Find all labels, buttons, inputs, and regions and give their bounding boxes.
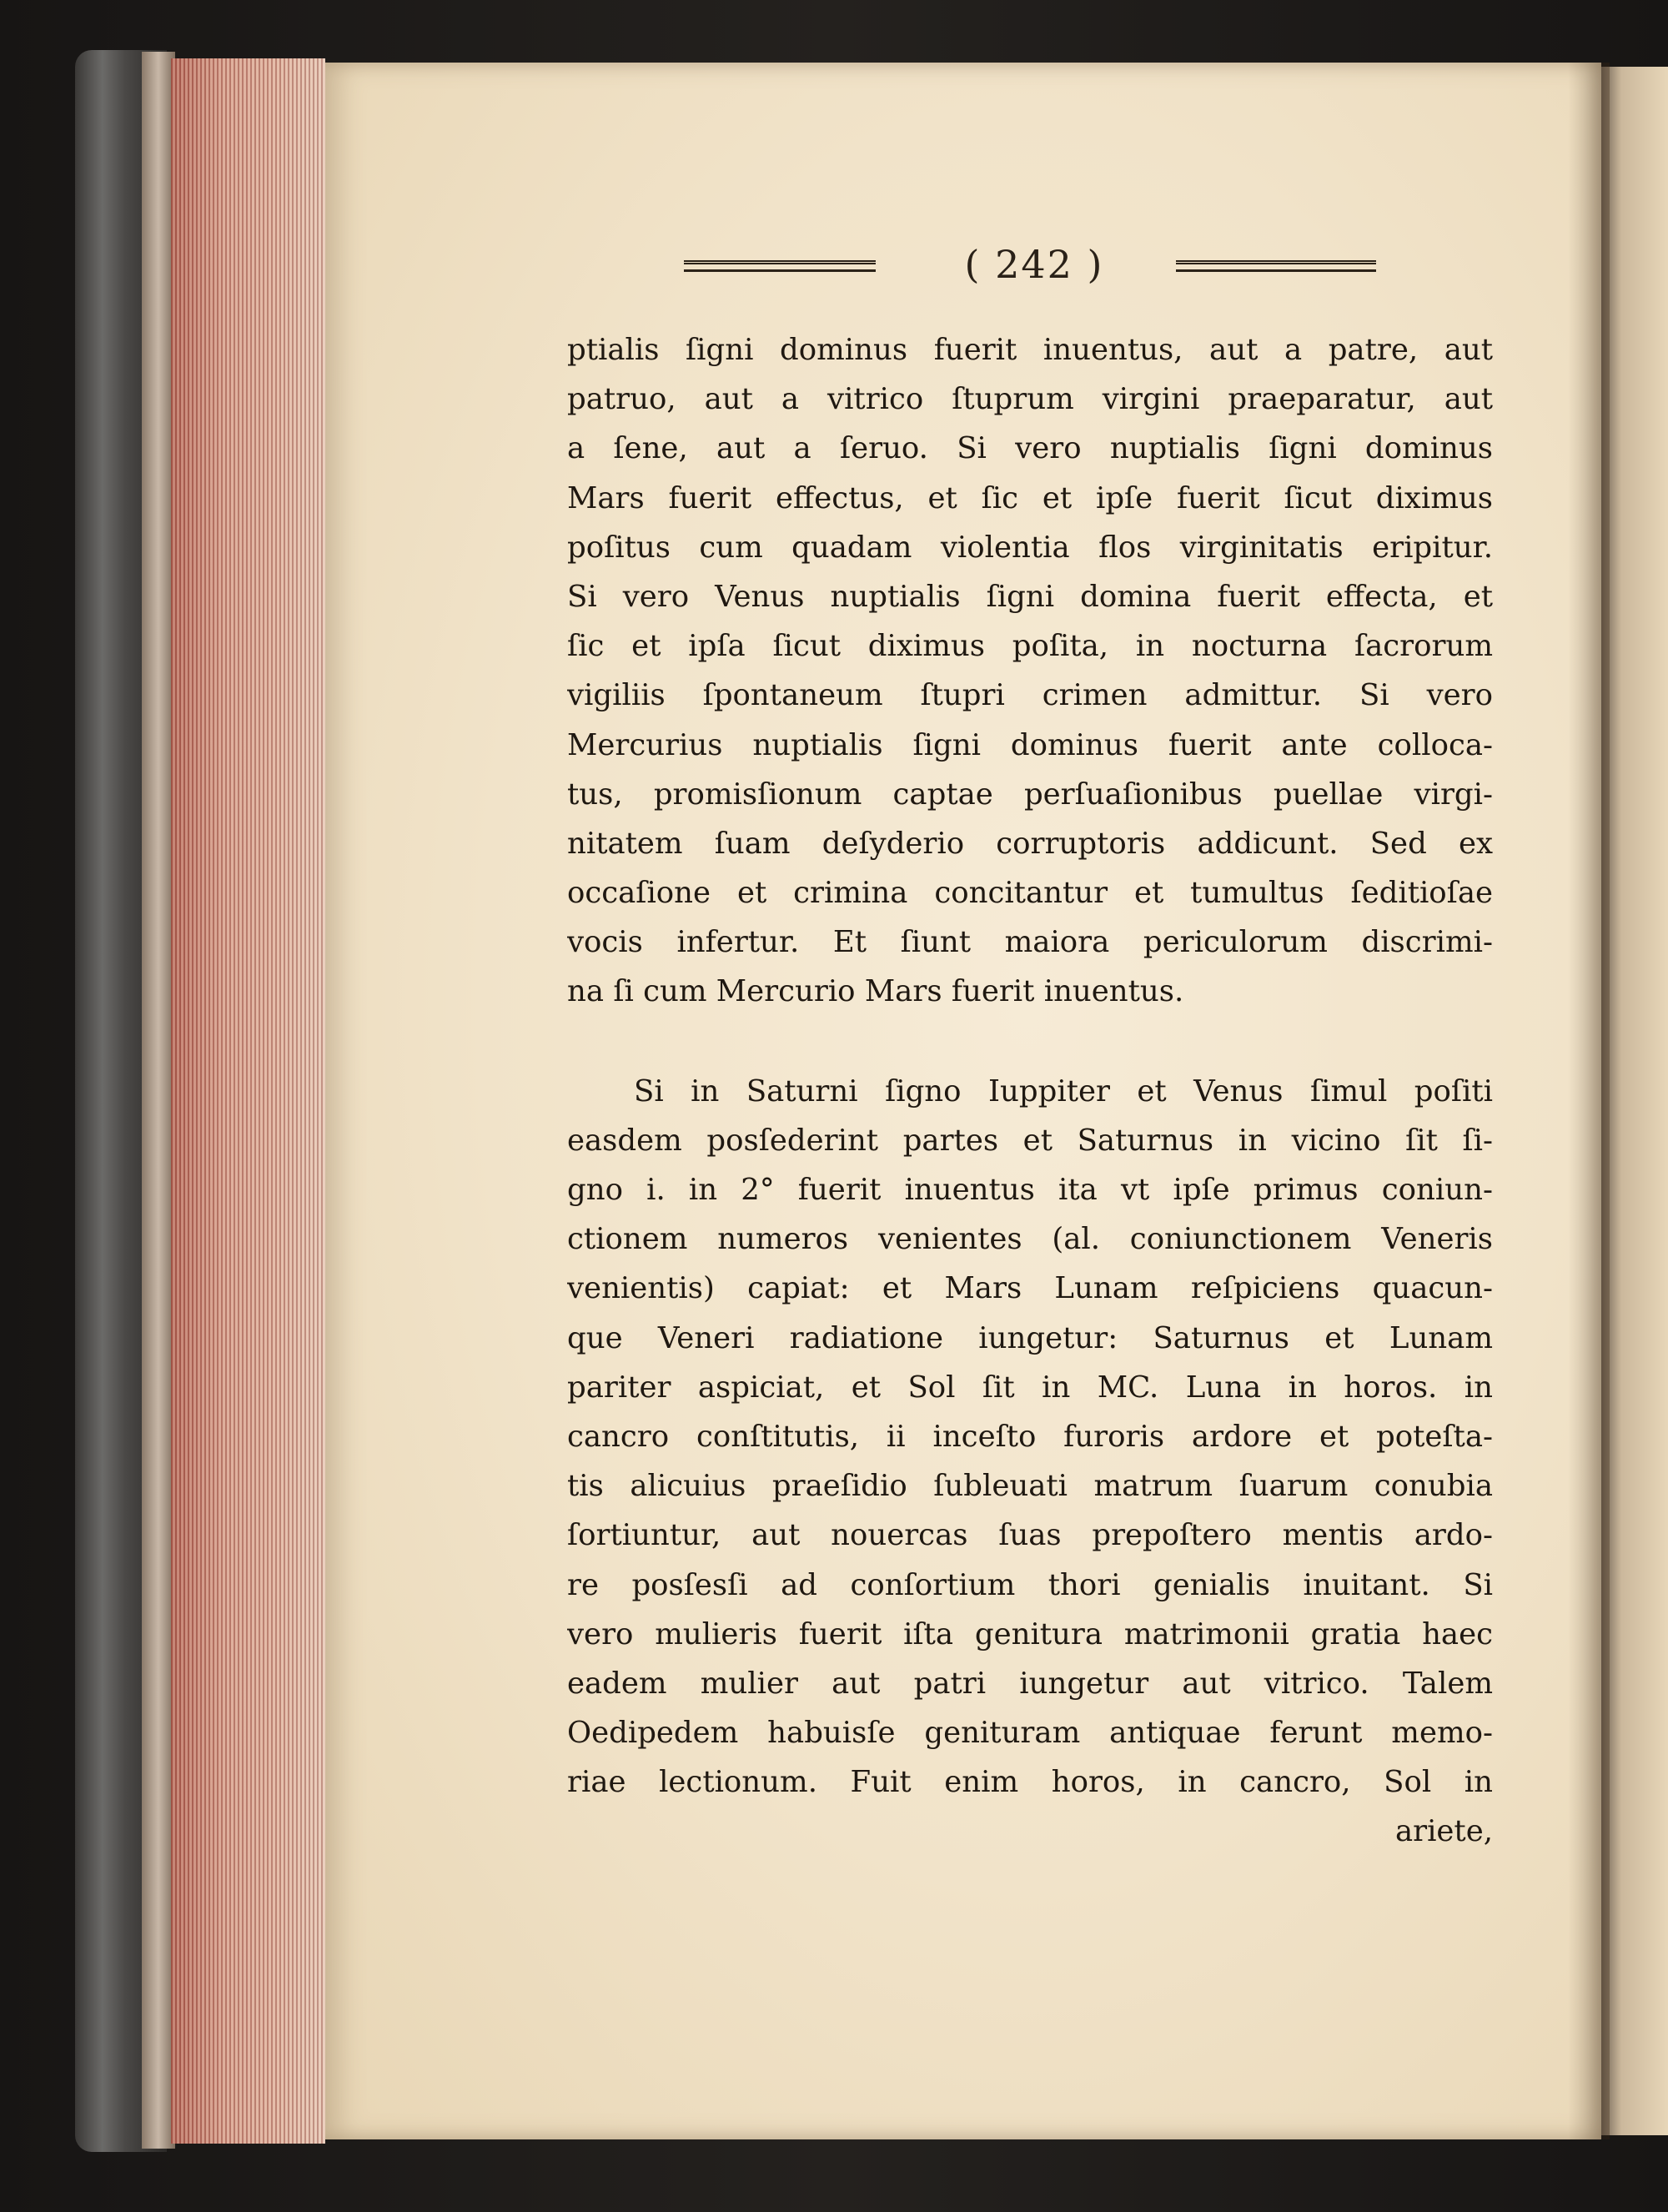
- text-line: a ſene, aut a ſeruo. Si vero nuptialis ſigni dominus: [567, 431, 1493, 466]
- text-line: venientis) capiat: et Mars Lunam reſpiciens quacun-: [567, 1271, 1493, 1306]
- text-line: vero mulieris fuerit iſta genitura matrimonii gratia haec: [567, 1616, 1493, 1651]
- text-line: vigiliis ſpontaneum ſtupri crimen admittur. Si vero: [567, 678, 1493, 713]
- running-header: [684, 242, 1384, 300]
- catchword: ariete,: [1394, 1814, 1493, 1849]
- book-cover-edge: [142, 52, 175, 2149]
- header-rule-right: [1176, 260, 1376, 272]
- text-line: Si in Saturni ſigno Iuppiter et Venus ſimul poſiti: [634, 1073, 1493, 1109]
- text-line: tus, promisſionum captae perſuaſionibus puellae virgi-: [567, 777, 1493, 812]
- text-line: Mercurius nuptialis ſigni dominus fuerit ante colloca-: [567, 727, 1493, 762]
- text-line: vocis infertur. Et ſiunt maiora periculorum discrimi-: [567, 925, 1493, 960]
- text-line: patruo, aut a vitrico ſtuprum virgini praeparatur, aut: [567, 382, 1493, 417]
- text-line: ſic et ipſa ſicut diximus poſita, in nocturna ſacrorum: [567, 629, 1493, 664]
- text-line: tis alicuius praeſidio ſubleuati matrum ſuarum conubia: [567, 1469, 1493, 1504]
- text-line: Mars fuerit effectus, et ſic et ipſe fuerit ſicut diximus: [567, 480, 1493, 515]
- text-line: gno i. in 2° fuerit inuentus ita vt ipſe primus coniun-: [567, 1173, 1493, 1207]
- adjacent-page-edge: [1601, 67, 1668, 2135]
- text-line: nitatem ſuam deſyderio corruptoris addicunt. Sed ex: [567, 826, 1493, 861]
- text-line: ctionem numeros venientes (al. coniunctionem Veneris: [567, 1222, 1493, 1257]
- text-line: poſitus cum quadam violentia flos virginitatis eripitur.: [567, 530, 1493, 565]
- text-line: re posſesſi ad conſortium thori genialis inuitant. Si: [567, 1567, 1493, 1602]
- text-line: eadem mulier aut patri iungetur aut vitrico. Talem: [567, 1666, 1493, 1701]
- page-fore-edge: [171, 58, 325, 2144]
- text-line: na ſi cum Mercurio Mars fuerit inuentus.: [567, 974, 1184, 1009]
- text-line: pariter aspiciat, et Sol ſit in MC. Luna in horos. in: [567, 1370, 1493, 1405]
- paragraph-2: [567, 1067, 1493, 1807]
- gutter-shadow: [1568, 63, 1610, 2139]
- text-line: Oedipedem habuisſe genituram antiquae ferunt memo-: [567, 1716, 1493, 1751]
- text-line: occaſione et crimina concitantur et tumultus ſeditioſae: [567, 876, 1493, 911]
- text-line: easdem posſederint partes et Saturnus in vicino ſit ſi-: [567, 1123, 1493, 1158]
- text-line: que Veneri radiatione iungetur: Saturnus et Lunam: [567, 1320, 1493, 1355]
- text-line: cancro conſtitutis, ii inceſto furoris ardore et poteſta-: [567, 1419, 1493, 1454]
- text-line: ſortiuntur, aut nouercas ſuas prepoſtero mentis ardo-: [567, 1518, 1493, 1553]
- text-line: Si vero Venus nuptialis ſigni domina fuerit effecta, et: [567, 579, 1493, 614]
- body-text: [567, 325, 1493, 1857]
- header-rule-left: [684, 260, 876, 272]
- page-number: ( 242 ): [964, 242, 1104, 287]
- paragraph-gap: [567, 1017, 1493, 1067]
- text-line: riae lectionum. Fuit enim horos, in cancro, Sol in: [567, 1765, 1493, 1800]
- paragraph-1: [567, 325, 1493, 1017]
- text-line: ptialis ſigni dominus fuerit inuentus, aut a patre, aut: [567, 333, 1493, 367]
